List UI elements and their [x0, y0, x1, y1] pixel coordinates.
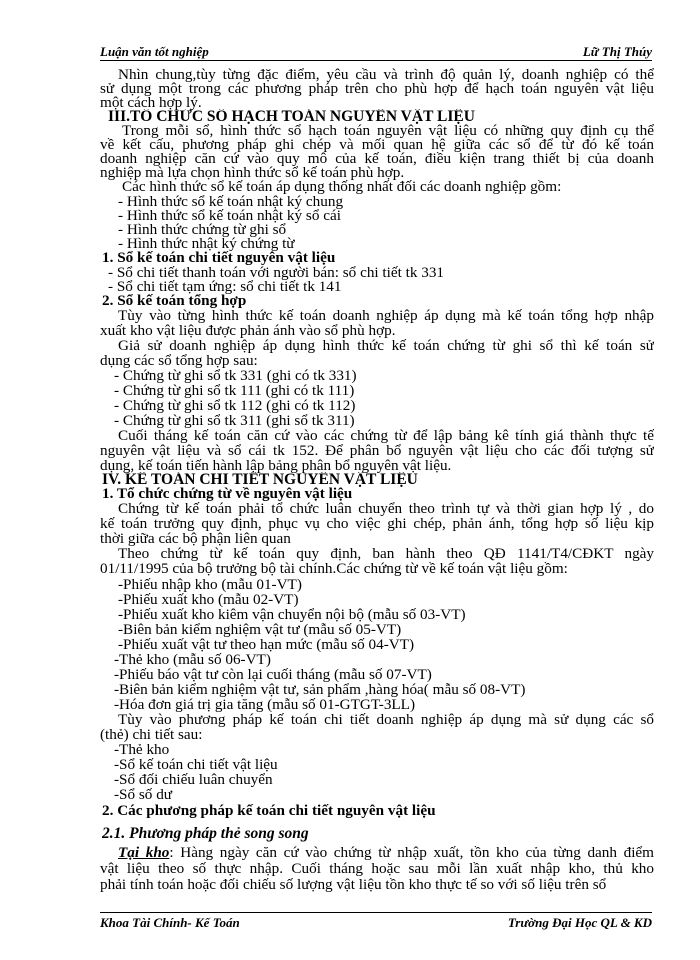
- paragraph-line: nghiệp mà lựa chọn hình thức sổ kế toán phù hợp.: [100, 165, 405, 181]
- paragraph-line: thời giữa các bộ phận liên quan: [100, 531, 291, 547]
- list-item: - Chứng từ ghi sổ tk 112 (ghi có tk 112): [114, 398, 356, 414]
- footer-right: Trường Đại Học QL & KD: [507, 915, 652, 930]
- footer-left: Khoa Tài Chính- Kế Toán: [100, 915, 240, 930]
- list-item: -Phiếu xuất kho kiêm vận chuyển nội bộ (mẫu số 03-VT): [118, 607, 466, 623]
- list-item: -Sổ đối chiếu luân chuyển: [114, 772, 273, 788]
- paragraph-line: 01/11/1995 của bộ trưởng bộ tài chính.Các chứng từ về kế toán vật liệu gồm:: [100, 561, 568, 577]
- list-item: - Chứng từ ghi sổ tk 111 (ghi có tk 111): [114, 383, 355, 399]
- kho-label: Tại kho: [118, 845, 170, 861]
- subheading-1: 1. Sổ kế toán chi tiết nguyên vật liệu: [102, 250, 336, 266]
- list-item: -Hóa đơn giá trị gia tăng (mẫu số 01-GTGT-3LL): [114, 697, 416, 713]
- paragraph-line: dụng, kế toán tiến hành lập bảng phân bổ nguyên vật liệu.: [100, 458, 452, 474]
- header-left: Luận văn tốt nghiệp: [100, 44, 209, 59]
- paragraph-line: Tùy vào phương pháp kế toán chi tiết doanh nghiệp áp dụng mà sử dụng các sổ: [118, 712, 654, 728]
- header-right: Lữ Thị Thúy: [582, 44, 652, 59]
- paragraph-line: vật liệu theo số thực nhập. Cuối tháng hoặc sau mỗi lần xuất nhập kho, thủ kho: [100, 861, 654, 877]
- list-item: - Hình thức sổ kế toán nhật ký chung: [118, 194, 344, 210]
- subheading-2-1: 2.1. Phương pháp thẻ song song: [102, 826, 309, 842]
- subheading-iv-1: 1. Tổ chức chứng từ về nguyên vật liệu: [102, 486, 353, 502]
- paragraph-line: Giả sử doanh nghiệp áp dụng hình thức kế toán chứng từ ghi sổ thì kế toán sử: [118, 338, 654, 354]
- list-item: -Thẻ kho (mẫu số 06-VT): [114, 652, 271, 668]
- subheading-2-methods: 2. Các phương pháp kế toán chi tiết nguyên vật liệu: [102, 803, 436, 819]
- paragraph-line: (thẻ) chi tiết sau:: [100, 727, 203, 743]
- paragraph-line: doanh nghiệp căn cứ vào quy mô của kế toán, điều kiện trang thiết bị của doanh: [100, 151, 654, 167]
- paragraph-line: Nhìn chung,tùy từng đặc điểm, yêu cầu và trình độ quản lý, doanh nghiệp có thể: [118, 67, 654, 83]
- list-item: - Hình thức nhật ký chứng từ: [118, 236, 295, 252]
- paragraph-line: dụng các sổ tổng hợp sau:: [100, 353, 258, 369]
- list-item: -Sổ số dư: [114, 787, 173, 803]
- paragraph-line: [118, 845, 654, 861]
- list-item: -Sổ kế toán chi tiết vật liệu: [114, 757, 278, 773]
- list-item: - Chứng từ ghi sổ tk 311 (ghi sổ tk 311): [114, 413, 355, 429]
- paragraph-line: phải tính toán hoặc đối chiếu số lượng vật liệu tồn kho thực tế so với số liệu trên sổ: [100, 877, 607, 893]
- paragraph-line: về kết cấu, phương pháp ghi chép và mối quan hệ giữa các sổ để từ đó kế toán: [100, 137, 654, 153]
- kho-text: : Hàng ngày căn cứ vào chứng từ nhập xuất, tồn kho của từng danh điểm: [169, 845, 654, 861]
- paragraph-line: Theo chứng từ kế toán quy định, ban hành theo QĐ 1141/T4/CĐKT ngày: [118, 546, 654, 562]
- list-item: -Biên bản kiểm nghiệm vật tư, sản phẩm ,hàng hóa( mẫu số 08-VT): [114, 682, 526, 698]
- paragraph-line: nguyên vật liệu và sổ cái tk 152. Để phân bổ nguyên vật liệu cho các đối tượng sử: [100, 443, 654, 459]
- list-item: - Sổ chi tiết thanh toán với người bán: sổ chi tiết tk 331: [108, 265, 445, 281]
- paragraph-line: Chứng từ kế toán phải tổ chức luân chuyển theo trình tự và thời gian hợp lý , do: [118, 501, 654, 517]
- section-heading-iii: III.TỔ CHỨC SỔ HẠCH TOÁN NGUYÊN VẬT LIỆU: [108, 109, 475, 125]
- list-item: -Phiếu nhập kho (mẫu 01-VT): [118, 577, 302, 593]
- list-item: -Thẻ kho: [114, 742, 170, 758]
- paragraph-line: Các hình thức sổ kế toán áp dụng thống nhất đối các doanh nghiệp gồm:: [122, 179, 562, 195]
- paragraph-line: kế toán trưởng quy định, phục vụ cho việc ghi chép, phản ánh, tổng hợp số liệu kịp: [100, 516, 654, 532]
- page-footer: [100, 912, 652, 931]
- list-item: -Phiếu xuất vật tư theo hạn mức (mẫu số 04-VT): [118, 637, 415, 653]
- list-item: -Biên bản kiểm nghiệm vật tư (mẫu số 05-VT): [118, 622, 402, 638]
- list-item: -Phiếu báo vật tư còn lại cuối tháng (mẫu số 07-VT): [114, 667, 432, 683]
- paragraph-line: Trong mỗi sổ, hình thức sổ hạch toán nguyên vật liệu có những quy định cụ thể: [122, 123, 654, 139]
- subheading-2: 2. Sổ kế toán tổng hợp: [102, 293, 247, 309]
- list-item: - Sổ chi tiết tạm ứng: sổ chi tiết tk 141: [108, 279, 342, 295]
- list-item: -Phiếu xuất kho (mẫu 02-VT): [118, 592, 299, 608]
- paragraph-line: Cuối tháng kế toán căn cứ vào các chứng từ để lập bảng kê tính giá thành thực tế: [118, 428, 654, 444]
- paragraph-line: Tùy vào từng hình thức kế toán doanh nghiệp áp dụng mà kế toán tổng hợp nhập: [118, 308, 654, 324]
- page-header: [100, 44, 652, 61]
- list-item: - Chứng từ ghi sổ tk 331 (ghi có tk 331): [114, 368, 357, 384]
- section-heading-iv: IV. KẾ TOÁN CHI TIẾT NGUYÊN VẬT LIỆU: [102, 472, 418, 488]
- list-item: - Hình thức sổ kế toán nhật ký sổ cái: [118, 208, 341, 224]
- paragraph-line: sử dụng một trong các phương pháp trên cho phù hợp để hạch toán nguyên vật liệu: [100, 81, 654, 97]
- paragraph-line: một cách hợp lý.: [100, 95, 202, 111]
- list-item: - Hình thức chứng từ ghi sổ: [118, 222, 287, 238]
- paragraph-line: xuất kho vật liệu được phản ánh vào sổ phù hợp.: [100, 323, 396, 339]
